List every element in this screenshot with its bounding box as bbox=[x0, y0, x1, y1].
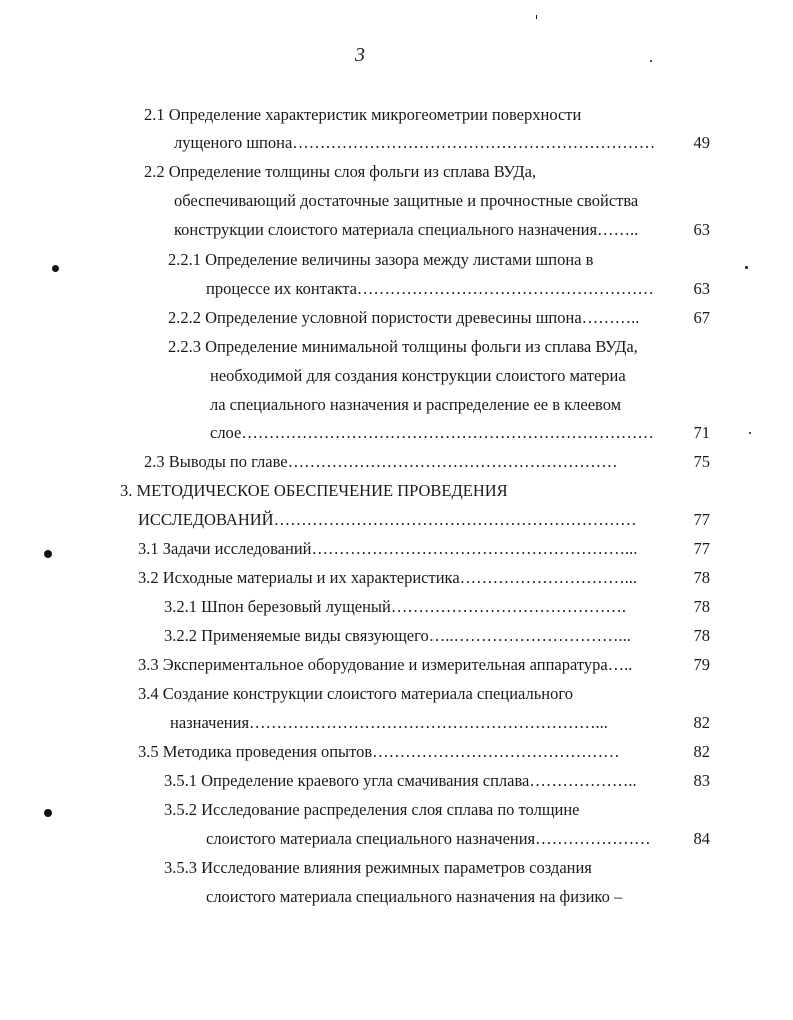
toc-entry-text: необходимой для создания конструкции слоистого материа bbox=[210, 366, 626, 385]
toc-entry-text: 3.5.3 Исследование влияния режимных параметров создания bbox=[164, 858, 592, 877]
toc-page-number: 84 bbox=[693, 829, 710, 848]
toc-entry-text: слое………………………………………………………………… bbox=[210, 423, 654, 442]
toc-entry-text: конструкции слоистого материала специального назначения…….. bbox=[174, 220, 639, 239]
scan-speck bbox=[745, 266, 748, 269]
binder-hole-mark bbox=[44, 809, 52, 817]
toc-entry-text: 2.1 Определение характеристик микрогеометрии поверхности bbox=[144, 105, 582, 124]
toc-page-number: 49 bbox=[693, 133, 710, 152]
toc-entry-text: лущеного шпона………………………………………………………… bbox=[174, 133, 656, 152]
toc-page-number: 78 bbox=[693, 626, 710, 645]
toc-page-number: 63 bbox=[693, 220, 710, 239]
toc-entry-text: слоистого материала специального назначения на физико – bbox=[206, 887, 623, 906]
toc-entry-text: 3.4 Создание конструкции слоистого материала специального bbox=[138, 684, 573, 703]
toc-entry-text: ИССЛЕДОВАНИЙ………………………………………………………… bbox=[138, 510, 637, 529]
toc-page-number: 78 bbox=[693, 597, 710, 616]
toc-entry-text: 2.2.2 Определение условной пористости древесины шпона……….. bbox=[168, 308, 640, 327]
toc-page-number: 63 bbox=[693, 279, 710, 298]
toc-entry-text: обеспечивающий достаточные защитные и прочностные свойства bbox=[174, 191, 639, 210]
toc-entry-text: 3.1 Задачи исследований…………………………………………………... bbox=[138, 539, 638, 558]
binder-hole-mark bbox=[44, 550, 52, 558]
toc-page-number: 82 bbox=[693, 713, 710, 732]
toc-page-number: 75 bbox=[693, 452, 710, 471]
toc-entry-text: 3.3 Экспериментальное оборудование и измерительная аппаратура….. bbox=[138, 655, 633, 674]
scan-speck bbox=[536, 15, 537, 19]
toc-entry-text: 3.2.1 Шпон березовый лущеный……………………………………. bbox=[164, 597, 626, 616]
toc-entry-text: 3.2.2 Применяемые виды связующего…..…………………………... bbox=[164, 626, 631, 645]
toc-entry-text: 3.5.2 Исследование распределения слоя сплава по толщине bbox=[164, 800, 580, 819]
toc-page-number: 71 bbox=[693, 423, 710, 442]
toc-entry-text: назначения………………………………………………………... bbox=[170, 713, 608, 732]
toc-entry-text: слоистого материала специального назначения………………… bbox=[206, 829, 651, 848]
binder-hole-mark bbox=[52, 265, 59, 272]
scan-speck bbox=[650, 60, 652, 62]
toc-entry-text: 3.5 Методика проведения опытов……………………………………… bbox=[138, 742, 620, 761]
toc-entry-text: 2.2.3 Определение минимальной толщины фольги из сплава ВУДа, bbox=[168, 337, 638, 356]
toc-page-number: 82 bbox=[693, 742, 710, 761]
toc-entry-text: 3. МЕТОДИЧЕСКОЕ ОБЕСПЕЧЕНИЕ ПРОВЕДЕНИЯ bbox=[120, 481, 508, 500]
toc-page-number: 77 bbox=[693, 510, 710, 529]
toc-entry-text: 2.3 Выводы по главе…………………………………………………… bbox=[144, 452, 618, 471]
toc-entry-text: 2.2 Определение толщины слоя фольги из сплава ВУДа, bbox=[144, 162, 537, 181]
toc-page-number: 78 bbox=[693, 568, 710, 587]
toc-entry-text: 3.5.1 Определение краевого угла смачивания сплава……………….. bbox=[164, 771, 637, 790]
toc-page-number: 83 bbox=[693, 771, 710, 790]
page-number: 3 bbox=[355, 44, 365, 66]
toc-entry-text: процессе их контакта……………………………………………… bbox=[206, 279, 654, 298]
toc-page-number: 77 bbox=[693, 539, 710, 558]
toc-entry-text: 2.2.1 Определение величины зазора между листами шпона в bbox=[168, 250, 594, 269]
toc-entry-text: 3.2 Исходные материалы и их характеристика…………………………... bbox=[138, 568, 638, 587]
toc-entry-text: ла специального назначения и распределение ее в клеевом bbox=[210, 395, 622, 414]
scan-speck bbox=[749, 432, 751, 434]
toc-page-number: 67 bbox=[693, 308, 710, 327]
toc-page-number: 79 bbox=[693, 655, 710, 674]
